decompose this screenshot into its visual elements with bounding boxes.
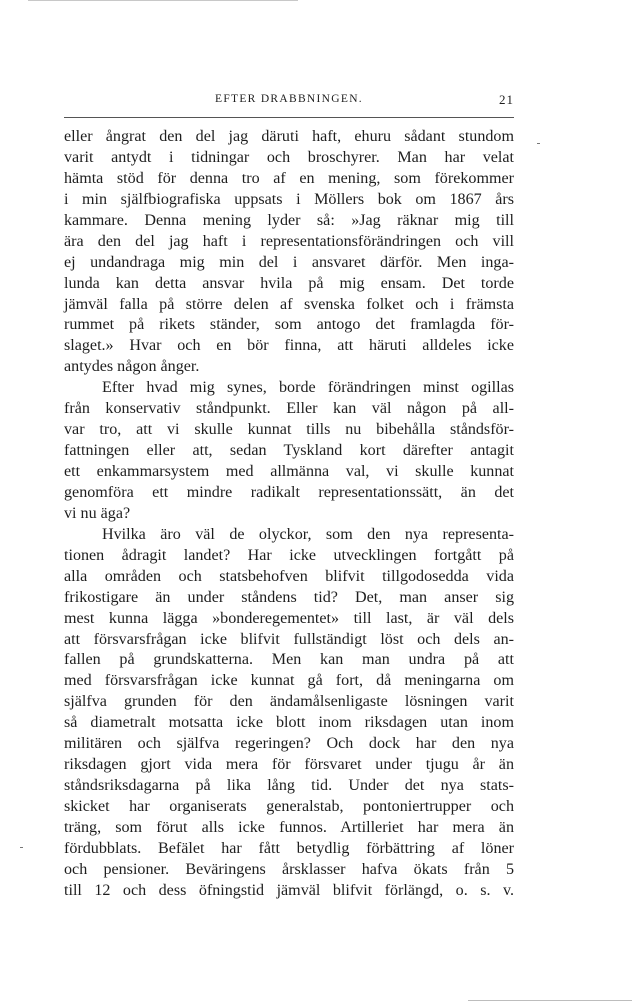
running-title: EFTER DRABBNINGEN. (215, 93, 363, 105)
margin-speck (20, 847, 23, 848)
text-line: rummet på rikets ständer, som antogo det framlagda för- (64, 316, 514, 334)
body-text (64, 127, 514, 902)
text-line: tionen ådragit landet? Har icke utvecklingen fortgått på (64, 546, 514, 564)
bottom-edge-rule (468, 1000, 632, 1001)
text-line: i min själfbiografiska uppsats i Möllers bok om 1867 års (64, 190, 514, 208)
text-line: ej undandraga mig min del i ansvaret därför. Men inga- (64, 253, 514, 271)
text-line: ståndsriksdagarna på lika lång tid. Under det nya stats- (64, 777, 514, 795)
text-line: militären och själfva regeringen? Och dock har den nya (64, 735, 514, 753)
text-line: ära den del jag haft i representationsförändringen och vill (64, 232, 514, 250)
text-line: så diametralt motsatta icke blott inom riksdagen utan inom (64, 714, 514, 732)
text-line: Efter hvad mig synes, borde förändringen minst ogillas (102, 379, 514, 397)
text-line: träng, som förut alls icke funnos. Artilleriet har mera än (64, 818, 514, 836)
text-line: att försvarsfrågan icke blifvit fullständigt löst och dels an- (64, 630, 514, 648)
text-line: själfva grunden för den ändamålsenligaste lösningen varit (64, 693, 514, 711)
text-line: eller ångrat den del jag däruti haft, ehuru sådant stundom (64, 128, 514, 145)
text-line: med försvarsfrågan icke kunnat gå fort, då meningarna om (64, 672, 514, 690)
text-line: antydes någon ånger. (64, 358, 200, 376)
text-line: från konservativ ståndpunkt. Eller kan väl någon på all- (64, 400, 514, 418)
text-line: fallen på grundskatterna. Men kan man undra på att (64, 651, 514, 669)
text-line: vi nu äga? (64, 504, 131, 522)
text-line: ett enkammarsystem med allmänna val, vi skulle kunnat (64, 463, 514, 480)
top-edge-rule (28, 0, 298, 1)
text-line: slaget.» Hvar och en bör finna, att häruti alldeles icke (64, 337, 514, 355)
text-line: frikostigare än under ståndens tid? Det, man anser sig (64, 588, 514, 606)
text-line: och pensioner. Beväringens årsklasser hafva ökats från 5 (64, 860, 514, 878)
text-line: riksdagen gjort vida mera för försvaret under tjugu år än (64, 756, 514, 774)
text-line: fördubblats. Befälet har fått betydlig förbättring af löner (64, 839, 514, 857)
text-line: hämta stöd för denna tro af en mening, som förekommer (64, 169, 514, 187)
text-line: Hvilka äro väl de olyckor, som den nya representa- (102, 525, 514, 543)
header-rule (64, 117, 514, 118)
page-header (64, 93, 514, 111)
text-line: jämväl falla på större delen af svenska folket och i främsta (64, 295, 514, 313)
text-line: fattningen eller att, sedan Tyskland kort därefter antagit (64, 442, 514, 460)
text-line: lunda kan detta ansvar hvila på mig ensam. Det torde (64, 274, 514, 292)
text-line: skicket har organiserats generalstab, pontoniertrupper och (64, 798, 514, 815)
text-line: var tro, att vi skulle kunnat tills nu bibehålla ståndsför- (64, 421, 514, 439)
text-line: alla områden och statsbehofven blifvit tillgodosedda vida (64, 567, 514, 585)
margin-speck (537, 143, 540, 144)
text-line: mest kunna lägga »bonderegementet» till last, är väl dels (64, 609, 514, 627)
text-line: kammare. Denna mening lyder så: »Jag räknar mig till (64, 211, 514, 229)
text-line: till 12 och dess öfningstid jämväl blifvit förlängd, o. s. v. (64, 881, 514, 899)
text-line: varit antydt i tidningar och broschyrer. Man har velat (64, 148, 514, 166)
text-line: genomföra ett mindre radikalt representationssätt, än det (64, 483, 514, 501)
page-number: 21 (499, 92, 514, 107)
